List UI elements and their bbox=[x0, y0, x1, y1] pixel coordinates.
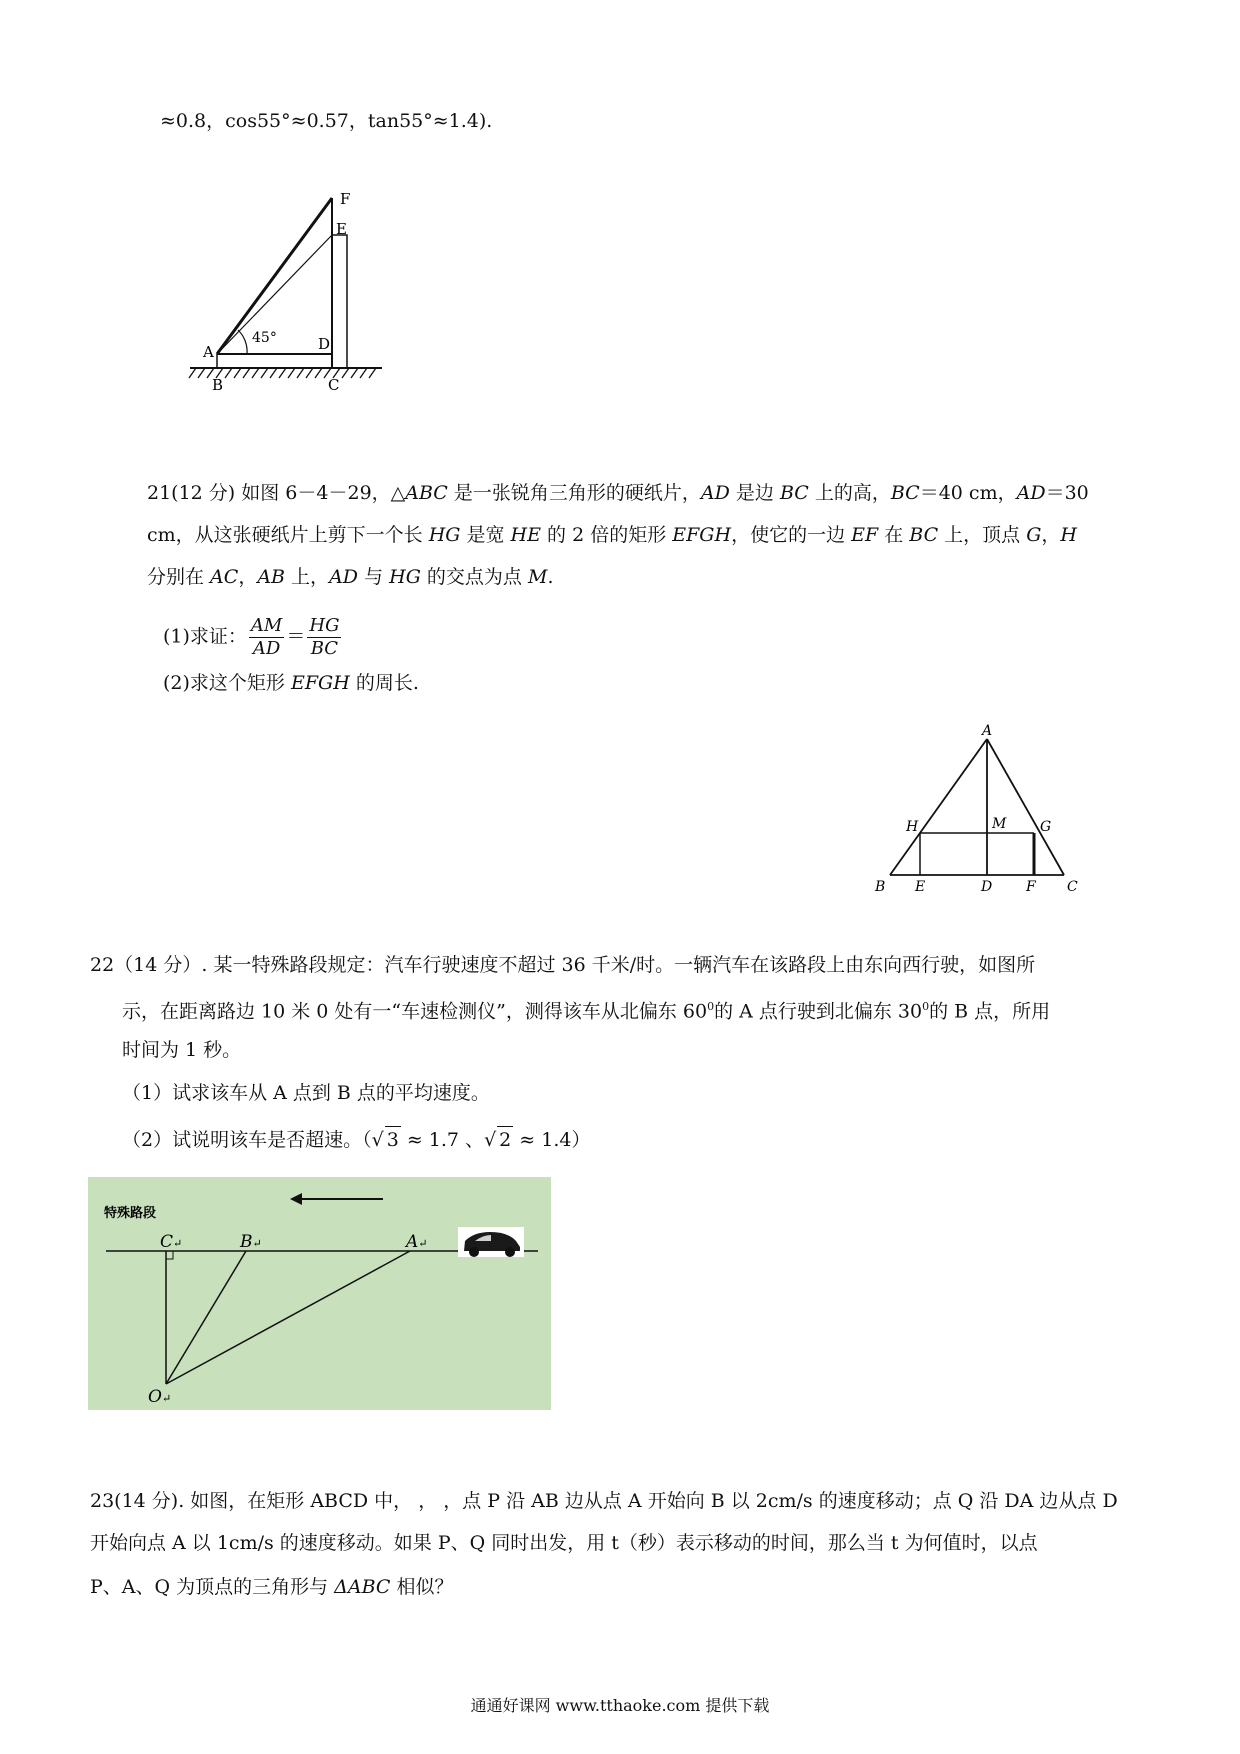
label-f: F bbox=[1026, 879, 1036, 895]
hatch-mark bbox=[360, 368, 367, 378]
hatch-mark bbox=[243, 368, 250, 378]
label-m: M bbox=[992, 816, 1007, 832]
side-ac bbox=[987, 739, 1064, 875]
label-e: E bbox=[336, 220, 347, 238]
label-a: A bbox=[203, 343, 214, 361]
hatch-mark bbox=[225, 368, 232, 378]
hatch-mark bbox=[261, 368, 268, 378]
hatch-mark bbox=[306, 368, 313, 378]
figure-background bbox=[88, 1177, 551, 1410]
hatch-mark bbox=[342, 368, 349, 378]
fraction-am-ad: $\frac{AM}{AD}$ bbox=[250, 615, 283, 659]
figure-wall-angle bbox=[190, 190, 390, 405]
q22-line-1: 22（14 分）. 某一特殊路段规定：汽车行驶速度不超过 36 千米/时。一辆汽车在该路段上由东向西行驶，如图所 bbox=[90, 954, 1036, 976]
wall bbox=[332, 235, 347, 368]
fraction-hg-bc: $\frac{HG}{BC}$ bbox=[309, 615, 340, 659]
q23-line-3: P、A、Q 为顶点的三角形与 ΔABC 相似？ bbox=[90, 1576, 454, 1598]
label-b: B↵ bbox=[240, 1232, 262, 1252]
hatch-mark bbox=[315, 368, 322, 378]
hatch-mark bbox=[252, 368, 259, 378]
figure-triangle-rectangle bbox=[870, 725, 1080, 895]
road-title: 特殊路段 bbox=[104, 1206, 157, 1221]
hatch-mark bbox=[351, 368, 358, 378]
label-c: C bbox=[1067, 879, 1078, 895]
label-f: F bbox=[340, 190, 351, 208]
label-c: C bbox=[328, 376, 340, 394]
hatch-mark bbox=[270, 368, 277, 378]
label-b: B bbox=[875, 879, 886, 895]
side-ab bbox=[890, 739, 987, 875]
trig-values-line: ≈0.8，cos55°≈0.57，tan55°≈1.4). bbox=[160, 110, 493, 132]
angle-arc bbox=[238, 330, 247, 354]
hatch-mark bbox=[288, 368, 295, 378]
hatch-mark bbox=[189, 368, 196, 378]
label-b: B bbox=[212, 376, 224, 394]
q21-line-1: 21(12 分) 如图 6－4－29，△ABC 是一张锐角三角形的硬纸片，AD 是边 BC 上的高，BC＝40 cm，AD＝30 bbox=[147, 482, 1089, 504]
q22-part-2: （2）试说明该车是否超速。（√ 3 ≈ 1.7 、√ 2 ≈ 1.4） bbox=[122, 1126, 590, 1153]
page-footer: 通通好课网 www.tthaoke.com 提供下载 bbox=[470, 1696, 770, 1715]
figure-road-speed bbox=[88, 1177, 551, 1410]
hatch-mark bbox=[234, 368, 241, 378]
label-a: A↵ bbox=[406, 1232, 428, 1252]
hatch-mark bbox=[279, 368, 286, 378]
angle-label: 45° bbox=[252, 330, 277, 346]
q21-line-2: cm，从这张硬纸片上剪下一个长 HG 是宽 HE 的 2 倍的矩形 EFGH，使它的一边 EF 在 BC 上，顶点 G，H bbox=[147, 524, 1077, 546]
label-g: G bbox=[1040, 819, 1052, 835]
label-c: C↵ bbox=[160, 1232, 183, 1252]
label-e: E bbox=[915, 879, 926, 895]
hatch-mark bbox=[369, 368, 376, 378]
q22-line-3: 时间为 1 秒。 bbox=[122, 1039, 242, 1061]
q22-line-2: 示，在距离路边 10 米 0 处有一“车速检测仪”，测得该车从北偏东 $60^0$的 A 点行驶到北偏东 $30^0$的 B 点，所用 bbox=[122, 1000, 1051, 1023]
q21-line-3: 分别在 AC，AB 上，AD 与 HG 的交点为点 M. bbox=[147, 566, 554, 588]
label-d: D bbox=[981, 879, 993, 895]
hatch-mark bbox=[297, 368, 304, 378]
label-o: O↵ bbox=[148, 1387, 172, 1407]
label-h: H bbox=[906, 819, 919, 835]
q21-part-2: (2)求这个矩形 EFGH 的周长. bbox=[163, 672, 419, 694]
label-a: A bbox=[982, 723, 993, 739]
q22-part-1: （1）试求该车从 A 点到 B 点的平均速度。 bbox=[122, 1082, 490, 1104]
car-icon bbox=[458, 1227, 524, 1257]
hatch-mark bbox=[198, 368, 205, 378]
q21-part-1: (1)求证： $\frac{AM}{AD}$ ＝ $\frac{HG}{BC}$ bbox=[163, 615, 340, 659]
label-d: D bbox=[318, 335, 331, 353]
q23-line-2: 开始向点 A 以 1cm/s 的速度移动。如果 P、Q 同时出发，用 t（秒）表示移动的时间，那么当 t 为何值时，以点 bbox=[90, 1532, 1038, 1554]
q23-line-1: 23(14 分). 如图，在矩形 ABCD 中， ， ，点 P 沿 AB 边从点 A 开始向 B 以 2cm/s 的速度移动；点 Q 沿 DA 边从点 D bbox=[90, 1490, 1118, 1512]
